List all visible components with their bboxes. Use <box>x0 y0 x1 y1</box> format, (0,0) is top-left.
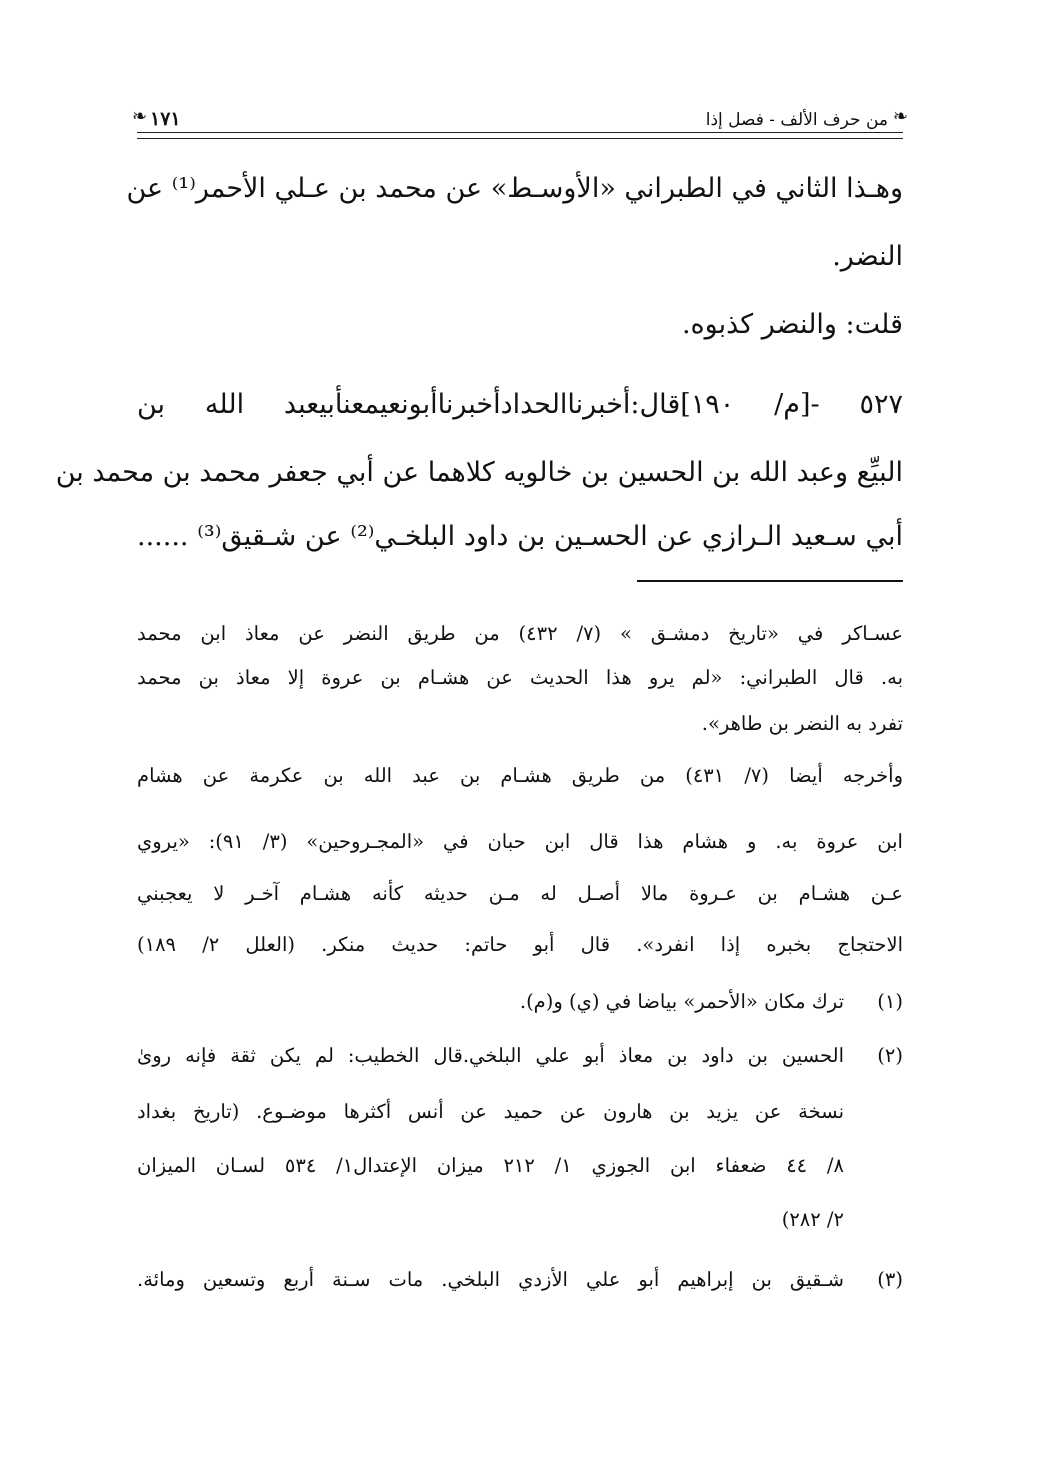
header-ornament-right-icon: ❧ <box>892 106 908 127</box>
footnote-line: عـن هشـام بن عـروة مالا أصـل له مـن حديثه كأنه هشـام آخـر لا يعجبني <box>137 882 903 905</box>
main-text-line: ٥٢٧ -[م/ ١٩٠]قال:أخبرناالحدادأخبرناأبونعيمعنأبيعبد الله بن <box>137 389 903 420</box>
footnote-line: الاحتجاج بخبره إذا انفرد». قال أبو حاتم: حديث منكر. (العلل ٢/ ١٨٩) <box>137 933 903 956</box>
header-rule-top <box>137 132 903 133</box>
footnote-line: تفرد به النضر بن طاهر». <box>701 712 903 735</box>
footnote-line: به. قال الطبراني: «لم يرو هذا الحديث عن هشـام بن عروة إلا معاذ بن محمد <box>137 666 903 689</box>
footnote-line: ٨/ ٤٤ ضعفاء ابن الجوزي ١/ ٢١٢ ميزان الإعتدال١/ ٥٣٤ لسـان الميزان <box>137 1154 844 1177</box>
main-text-line: البيِّع وعبد الله بن الحسين بن خالويه كلاهما عن أبي جعفر محمد بن محمد بن <box>55 457 903 488</box>
footnote-line: وأخرجه أيضا (٧/ ٤٣١) من طريق هشـام بن عبد الله بن عكرمة عن هشام <box>137 764 904 787</box>
footnote-line: الحسين بن داود بن معاذ أبو علي البلخي.قال الخطيب: لم يكن ثقة فإنه روىٰ <box>137 1044 844 1067</box>
main-text-line: أبي سـعيد الـرازي عن الحسـين بن داود البلخـي⁽²⁾ عن شـقيق⁽³⁾ ...... <box>137 521 904 552</box>
main-text-line: قلت: والنضر كذبوه. <box>681 309 903 340</box>
footnote-marker: (١) <box>877 990 903 1013</box>
footnote-marker: (٢) <box>877 1044 903 1067</box>
footnote-marker: (٣) <box>877 1268 903 1291</box>
page-number: ١٧١ <box>150 108 181 130</box>
main-text-line: النضر. <box>832 241 903 272</box>
footnote-line: عسـاكر في «تاريخ دمشـق » (٧/ ٤٣٢) من طريق النضر عن معاذ ابن محمد <box>137 622 903 645</box>
footnote-line: ٢/ ٢٨٢) <box>781 1208 844 1231</box>
footnote-line: نسخة عن يزيد بن هارون عن حميد عن أنس أكثرها موضـوع. (تاريخ بغداد <box>137 1100 844 1123</box>
footnote-line: شـقيق بن إبراهيم أبو علي الأزدي البلخي. مات سـنة أربع وتسعين ومائة. <box>137 1268 844 1291</box>
main-text-line: وهـذا الثاني في الطبراني «الأوسـط» عن محمد بن عـلي الأحمر⁽¹⁾ عن <box>126 173 903 204</box>
footnote-separator <box>637 580 903 582</box>
header-ornament-left-icon: ❧ <box>132 106 148 127</box>
running-header-title: من حرف الألف - فصل إذا <box>705 110 888 130</box>
header-rule-bottom <box>137 138 903 139</box>
footnote-line: ترك مكان «الأحمر» بياضا في (ي) و(م). <box>519 990 844 1013</box>
footnote-line: ابن عروة به. و هشام هذا قال ابن حبان في «المجـروحين» (٣/ ٩١): «يروي <box>137 830 903 853</box>
